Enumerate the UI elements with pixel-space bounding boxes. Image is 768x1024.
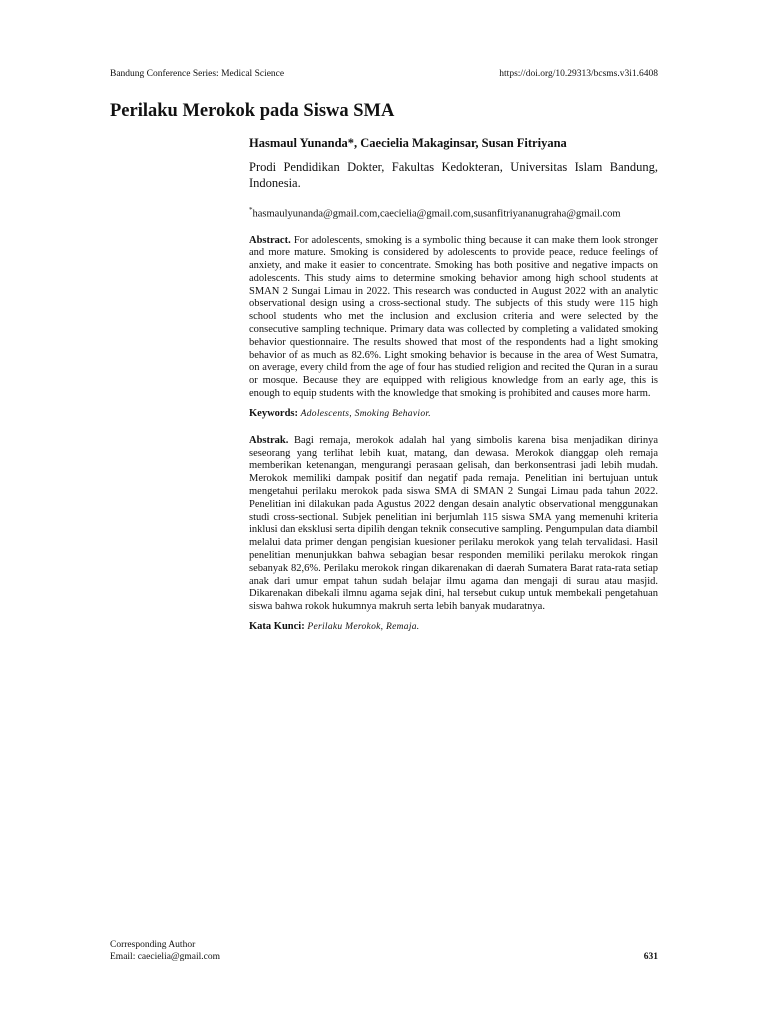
author-emails: [249, 204, 658, 221]
abstract-english: [249, 235, 658, 401]
abstract-text: For adolescents, smoking is a symbolic thing because it can make them look stronger and more mature. Smoking is considered by adolescents to provide peace, reduce feelings of anxiety, and make it easier to concentrate. Smoking has both positive and negative impacts on adolescents. This study aims to determine smoking behavior among high school students at SMAN 2 Sungai Limau in 2022. This research was conducted in August 2022 with an analytic observational design using a cross-sectional study. The subjects of this study were 115 high school students who met the inclusion and exclusion criteria and were selected by the consecutive sampling technique. Primary data was collected by completing a validated smoking behavior questionnaire. The results showed that most of the respondents had a light smoking behavior of as much as 82.6%. Light smoking behavior is because in the area of West Sumatra, on average, every child from the age of four has studied religion and recited the Quran in a surau or mosque. Because they are equipped with religious knowledge from an early age, this is enough to equip students with the knowledge that smoking is prohibited and causes more harm.: [249, 234, 659, 400]
keywords-indonesian: [249, 620, 658, 634]
abstrak-text: Bagi remaja, merokok adalah hal yang simbolis karena bisa menjadikan dirinya seseorang yang terlihat lebih kuat, matang, dan dewasa. Merokok dianggap oleh remaja memberikan ketenangan, mengurangi perasaan gelisah, dan berkonsentrasi jadi lebih mudah. Merokok memiliki dampak positif dan negatif pada remaja. Penelitian ini bertujuan untuk mengetahui perilaku merokok pada siswa SMA di SMAN 2 Sungai Limau pada tahun 2022. Penelitian ini dilakukan pada Agustus 2022 dengan desain analytic observational menggunakan studi cross-sectional. Subjek penelitian ini berjumlah 115 siswa SMA yang memenuhi kriteria inklusi dan eksklusi serta dipilih dengan teknik consecutive sampling. Pengumpulan data diambil melalui data primer dengan pengisian kuesioner perilaku merokok yang telah tervalidasi. Hasil penelitian menunjukkan bahwa sebagian besar responden memiliki perilaku merokok ringan sebanyak 82,6%. Perilaku merokok ringan dikarenakan di daerah Sumatera Barat rata-rata setiap anak dari umur empat tahun sudah belajar ilmu agama dan mengaji di surau atau masjid. Dikarenakan dibekali ilmnu agama sejak dini, hal tersebut cukup untuk membekali pengetahuan siswa bahwa rokok hukumnya makruh serta lebih banyak mudaratnya.: [249, 434, 659, 613]
kata-kunci-value: Perilaku Merokok, Remaja.: [307, 622, 420, 633]
corresponding-label: Corresponding Author: [110, 940, 196, 950]
journal-name: Bandung Conference Series: Medical Science: [110, 69, 285, 79]
page-number: 631: [643, 952, 658, 962]
corresponding-author: [110, 940, 220, 963]
abstract-indonesian: [249, 435, 658, 614]
paper-title: Perilaku Merokok pada Siswa SMA: [110, 101, 395, 121]
email-marker: *: [249, 206, 253, 214]
abstract-label: Abstract.: [249, 234, 291, 246]
author-list: Hasmaul Yunanda*, Caecielia Makaginsar, Susan Fitriyana: [249, 136, 567, 150]
affiliation: Prodi Pendidikan Dokter, Fakultas Kedokteran, Universitas Islam Bandung, Indonesia.: [249, 160, 658, 190]
doi-link[interactable]: https://doi.org/10.29313/bcsms.v3i1.6408: [499, 69, 658, 79]
abstrak-label: Abstrak.: [249, 434, 289, 446]
keywords-value: Adolescents, Smoking Behavior.: [300, 408, 431, 419]
keywords-english: [249, 407, 658, 421]
email-list[interactable]: hasmaulyunanda@gmail.com,caecielia@gmail.com,susanfitriyananugraha@gmail.com: [252, 208, 621, 220]
kata-kunci-label: Kata Kunci:: [249, 621, 305, 633]
corresponding-email[interactable]: Email: caecielia@gmail.com: [110, 951, 221, 962]
keywords-label: Keywords:: [249, 407, 298, 419]
front-matter-column: [249, 136, 658, 648]
